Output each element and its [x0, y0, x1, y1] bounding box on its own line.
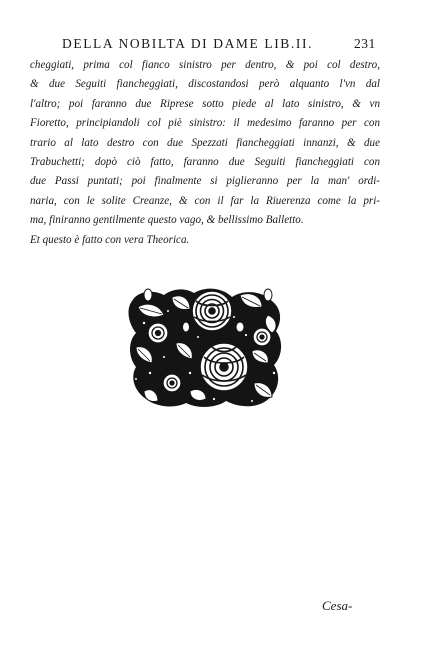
rose-woodcut-ornament-icon: [128, 287, 284, 409]
text-line: Trabuchetti; dopò ciò fatto, faranno due Seguiti fiancheggiati con: [30, 156, 380, 169]
text-line: Fioretto, principiandoli col piè sinistro: il medesimo faranno per con: [30, 117, 380, 130]
text-line: Et questo è fatto con vera Theorica.: [30, 233, 190, 246]
text-line: cheggiati, prima col fianco sinistro per dentro, & poi col destro,: [30, 59, 380, 71]
body-text: [30, 56, 380, 250]
catchword: Cesa-: [322, 598, 353, 613]
text-line: naria, con le solite Creanze, & con il far la Riuerenza come la pri-: [30, 194, 380, 207]
text-line: trario al lato destro con due Spezzati fiancheggiati innanzi, & due: [30, 136, 380, 149]
text-line: & due Seguiti fiancheggiati, discostandosi però alquanto l'vn dal: [30, 78, 380, 91]
running-title: DELLA NOBILTA DI DAME LIB.II.: [62, 36, 314, 51]
page-number: 231: [354, 36, 376, 51]
text-line: due Passi puntati; poi finalmente si piglieranno per la man' ordi-: [30, 175, 380, 188]
text-line: l'altro; poi faranno due Riprese sotto piede al lato sinistro, & vn: [30, 97, 380, 110]
text-line: ma, finiranno gentilmente questo vago, & bellissimo Balletto.: [30, 214, 304, 227]
